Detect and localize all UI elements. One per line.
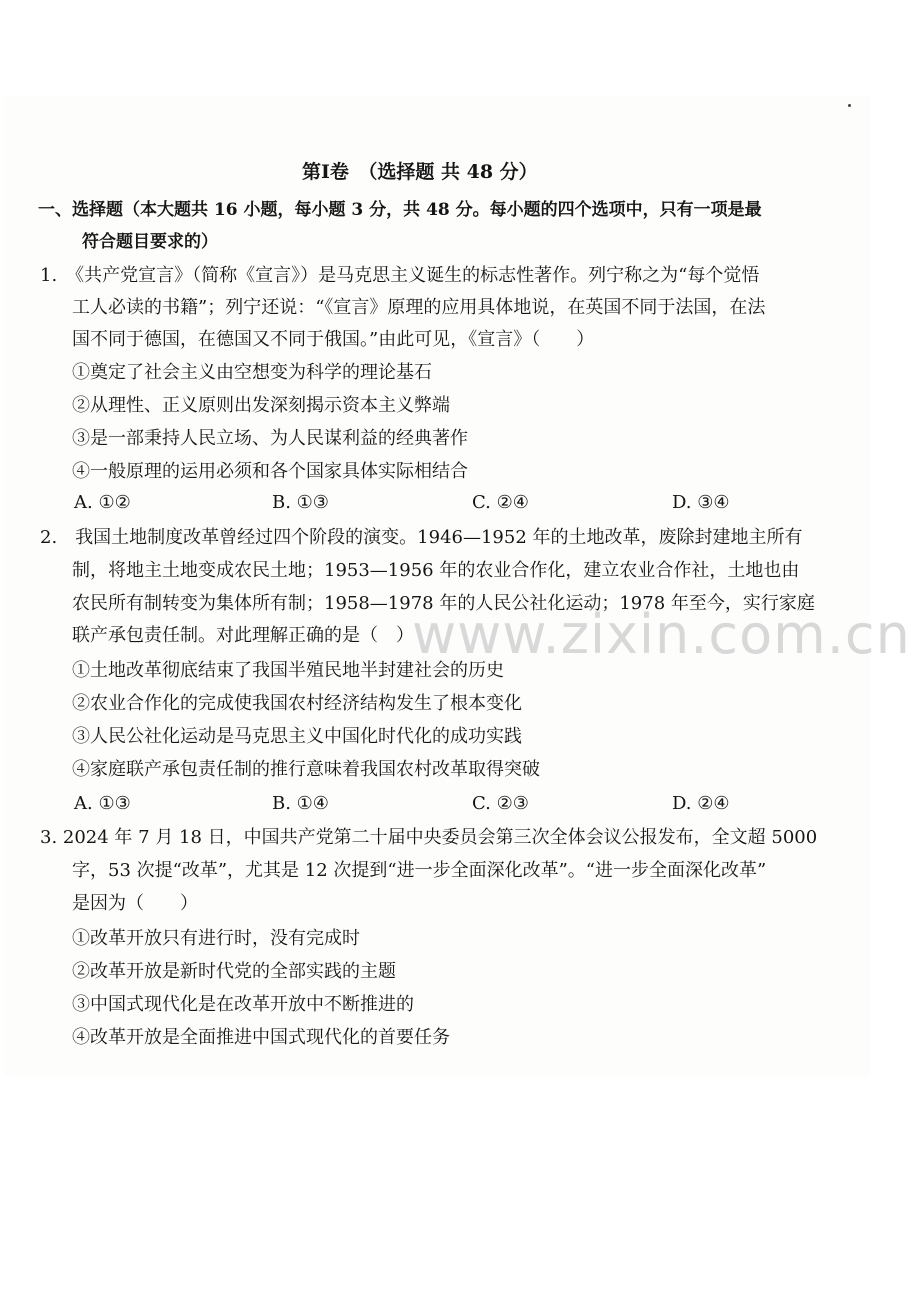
question-1-stem-line-2: 工人必读的书籍”；列宁还说：“《宣言》原理的应用具体地说，在英国不同于法国，在法 — [72, 297, 766, 318]
question-2-options — [0, 792, 920, 818]
question-2-stem-line-4: 联产承包责任制。对此理解正确的是（ ） — [72, 625, 414, 646]
question-3-statement-3: ③中国式现代化是在改革开放中不断推进的 — [72, 994, 414, 1015]
question-1-option-d[interactable]: D. ③④ — [672, 492, 730, 513]
question-2-statement-4: ④家庭联产承包责任制的推行意味着我国农村改革取得突破 — [72, 759, 540, 780]
question-3-statement-2: ②改革开放是新时代党的全部实践的主题 — [72, 961, 396, 982]
question-1-option-c[interactable]: C. ②④ — [472, 492, 529, 513]
question-2-statement-2: ②农业合作化的完成使我国农村经济结构发生了根本变化 — [72, 693, 522, 714]
question-3-statement-1: ①改革开放只有进行时，没有完成时 — [72, 928, 360, 949]
question-3-stem-line-3: 是因为（ ） — [72, 893, 198, 914]
question-3-stem-line-1: 3. 2024 年 7 月 18 日，中国共产党第二十届中央委员会第三次全体会议公报发布，全文超 5000 — [40, 827, 818, 848]
question-1-option-a[interactable]: A. ①② — [74, 492, 131, 513]
page-heading: 第Ⅰ卷 （选择题 共 48 分） — [302, 161, 538, 183]
question-1-statement-1: ①奠定了社会主义由空想变为科学的理论基石 — [72, 362, 432, 383]
question-1-stem-line-3: 国不同于德国，在德国又不同于俄国。”由此可见，《宣言》（ ） — [72, 329, 595, 350]
scan-speck — [848, 104, 851, 107]
question-2-option-d[interactable]: D. ②④ — [672, 793, 730, 814]
question-1-statement-2: ②从理性、正义原则出发深刻揭示资本主义弊端 — [72, 395, 450, 416]
watermark: www.zixin.com.cn — [412, 603, 911, 666]
question-1-stem-line-1: 1. 《共产党宣言》（简称《宣言》）是马克思主义诞生的标志性著作。列宁称之为“每个觉悟 — [40, 265, 760, 286]
question-2-option-c[interactable]: C. ②③ — [472, 793, 529, 814]
question-2-stem-line-1: 2. 我国土地制度改革曾经过四个阶段的演变。1946—1952 年的土地改革，废除封建地主所有 — [40, 527, 803, 548]
question-2-option-a[interactable]: A. ①③ — [74, 793, 131, 814]
question-2-statement-3: ③人民公社化运动是马克思主义中国化时代化的成功实践 — [72, 726, 522, 747]
question-2-statement-1: ①土地改革彻底结束了我国半殖民地半封建社会的历史 — [72, 660, 504, 681]
question-2-stem-line-3: 农民所有制转变为集体所有制；1958—1978 年的人民公社化运动；1978 年至今，实行家庭 — [72, 593, 815, 614]
question-1-statement-3: ③是一部秉持人民立场、为人民谋利益的经典著作 — [72, 428, 468, 449]
question-2-option-b[interactable]: B. ①④ — [272, 793, 329, 814]
section-instruction-line-1: 一、选择题（本大题共 16 小题，每小题 3 分，共 48 分。每小题的四个选项中，只有一项是最 — [38, 200, 762, 220]
question-3-statement-4: ④改革开放是全面推进中国式现代化的首要任务 — [72, 1027, 450, 1048]
question-1-option-b[interactable]: B. ①③ — [272, 492, 329, 513]
question-1-statement-4: ④一般原理的运用必须和各个国家具体实际相结合 — [72, 461, 468, 482]
question-2-stem-line-2: 制，将地主土地变成农民土地；1953—1956 年的农业合作化，建立农业合作社，土地也由 — [72, 560, 800, 581]
section-instruction-line-2: 符合题目要求的） — [82, 232, 218, 252]
question-3-stem-line-2: 字，53 次提“改革”，尤其是 12 次提到“进一步全面深化改革”。“进一步全面深化改革” — [72, 860, 767, 881]
question-1-options — [0, 491, 920, 517]
